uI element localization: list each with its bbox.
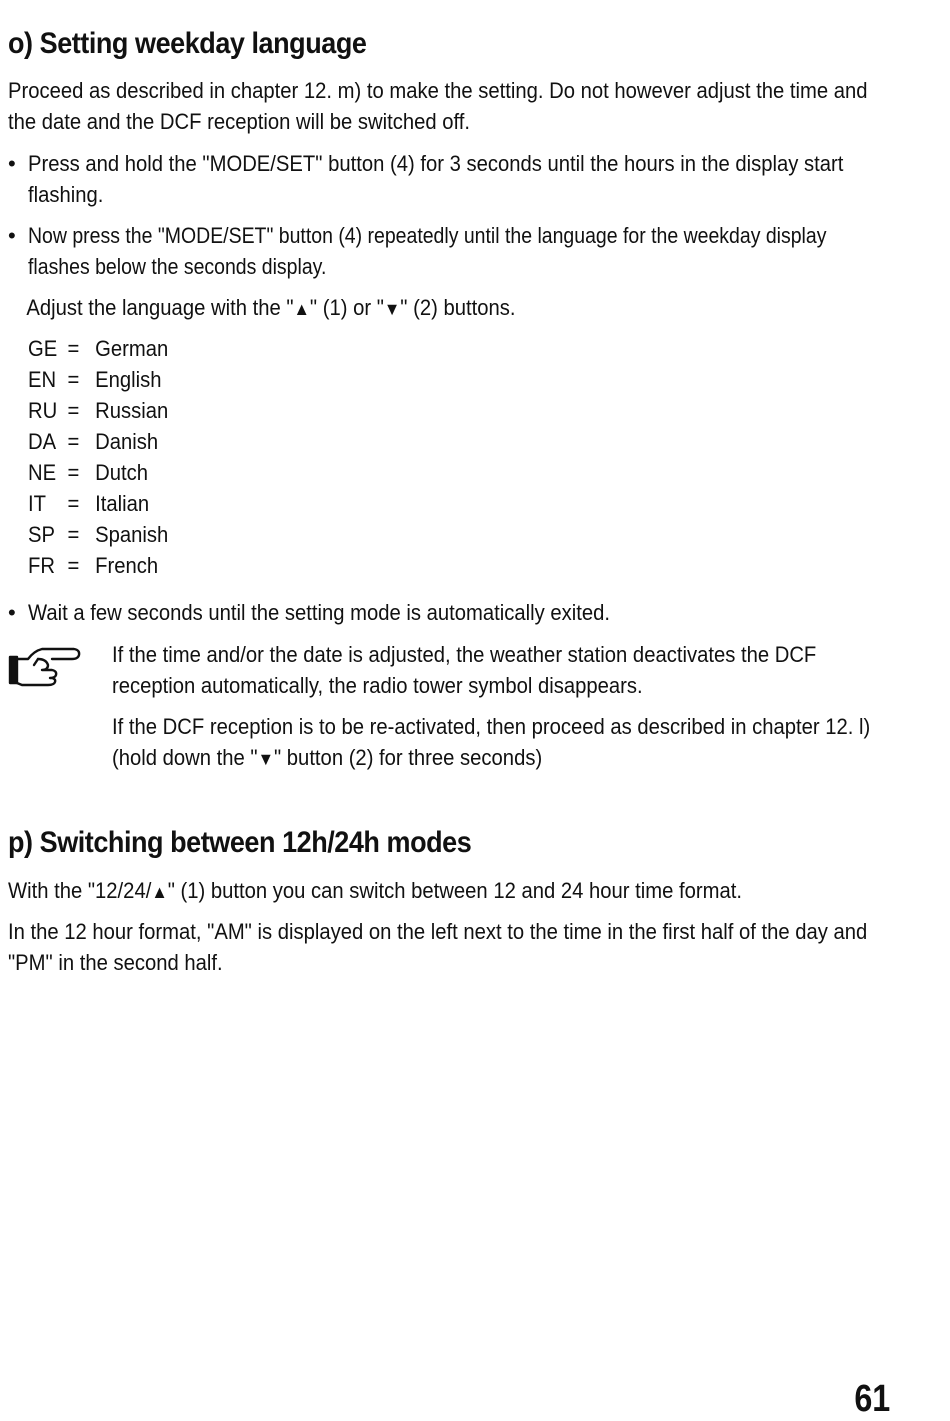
bullet-dot: •	[8, 600, 16, 625]
bullet-dot: •	[8, 223, 16, 248]
language-row-da	[28, 426, 168, 457]
language-eq: =	[67, 491, 80, 516]
up-triangle-icon: ▲	[293, 299, 310, 319]
down-triangle-icon: ▼	[383, 299, 401, 319]
language-code: SP	[28, 522, 56, 547]
language-code: IT	[28, 491, 46, 516]
bullet-wait-text: Wait a few seconds until the setting mode is automatically exited.	[28, 600, 611, 625]
adjust-mid: " (1) or "	[309, 295, 384, 320]
adjust-language-text	[8, 292, 917, 325]
section-p-para-2: In the 12 hour format, "AM" is displayed on the left next to the time in the first half of the day and "PM" in the second half.	[8, 919, 868, 975]
language-name: French	[95, 553, 159, 578]
language-code: FR	[28, 553, 55, 578]
language-eq: =	[67, 429, 80, 454]
bullet-wait	[8, 597, 938, 628]
up-triangle-icon: ▲	[151, 882, 168, 902]
language-eq: =	[67, 553, 80, 578]
adjust-pre: Adjust the language with the "	[26, 295, 294, 320]
section-p-heading: p) Switching between 12h/24h modes	[8, 826, 472, 859]
language-row-en	[28, 364, 168, 395]
language-row-it	[28, 488, 168, 519]
language-code: EN	[28, 367, 57, 392]
language-row-ge	[28, 333, 168, 364]
section-o-heading: o) Setting weekday language	[8, 27, 367, 60]
language-eq: =	[67, 522, 80, 547]
language-row-sp	[28, 519, 168, 550]
language-list	[28, 333, 168, 581]
language-code: NE	[28, 460, 57, 485]
section-o-intro: Proceed as described in chapter 12. m) to make the setting. Do not however adjust the time and the date and the DCF reception will be switched off.	[8, 78, 868, 134]
language-name: Spanish	[95, 522, 169, 547]
down-triangle-icon: ▼	[257, 749, 274, 769]
para1-pre: With the "12/24/	[8, 878, 152, 903]
language-row-ne	[28, 457, 168, 488]
language-name: Italian	[95, 491, 150, 516]
bullet-mode-set-text: Now press the "MODE/SET" button (4) repeatedly until the language for the weekday display flashes below the seconds display.	[28, 223, 827, 279]
bullet-mode-set	[8, 220, 938, 282]
language-row-fr	[28, 550, 168, 581]
bullet-press-hold-text: Press and hold the "MODE/SET" button (4) for 3 seconds until the hours in the display start flashing.	[28, 151, 844, 207]
page-number: 61	[854, 1378, 890, 1420]
note2-pre: If the DCF reception is to be re-activated, then proceed as described in chapter 12. l) (hold down the "	[112, 714, 871, 770]
language-code: DA	[28, 429, 57, 454]
language-eq: =	[67, 460, 80, 485]
note2-post: " button (2) for three seconds)	[273, 745, 543, 770]
language-name: German	[95, 336, 169, 361]
language-code: GE	[28, 336, 58, 361]
para1-post: " (1) button you can switch between 12 and 24 hour time format.	[167, 878, 742, 903]
pointing-hand-icon	[8, 643, 82, 692]
language-name: Dutch	[95, 460, 149, 485]
note-text-2	[112, 711, 898, 775]
language-name: English	[95, 367, 162, 392]
bullet-dot: •	[8, 151, 16, 176]
note-block	[8, 639, 898, 775]
language-name: Russian	[95, 398, 169, 423]
adjust-post: " (2) buttons.	[400, 295, 516, 320]
language-eq: =	[67, 367, 80, 392]
language-eq: =	[67, 398, 80, 423]
language-name: Danish	[95, 429, 159, 454]
language-row-ru	[28, 395, 168, 426]
language-eq: =	[67, 336, 80, 361]
section-p-para-1	[8, 875, 899, 908]
bullet-press-hold	[8, 148, 938, 210]
language-code: RU	[28, 398, 58, 423]
note-text-1: If the time and/or the date is adjusted, the weather station deactivates the DCF reception automatically, the radio tower symbol disappears.	[112, 642, 817, 698]
